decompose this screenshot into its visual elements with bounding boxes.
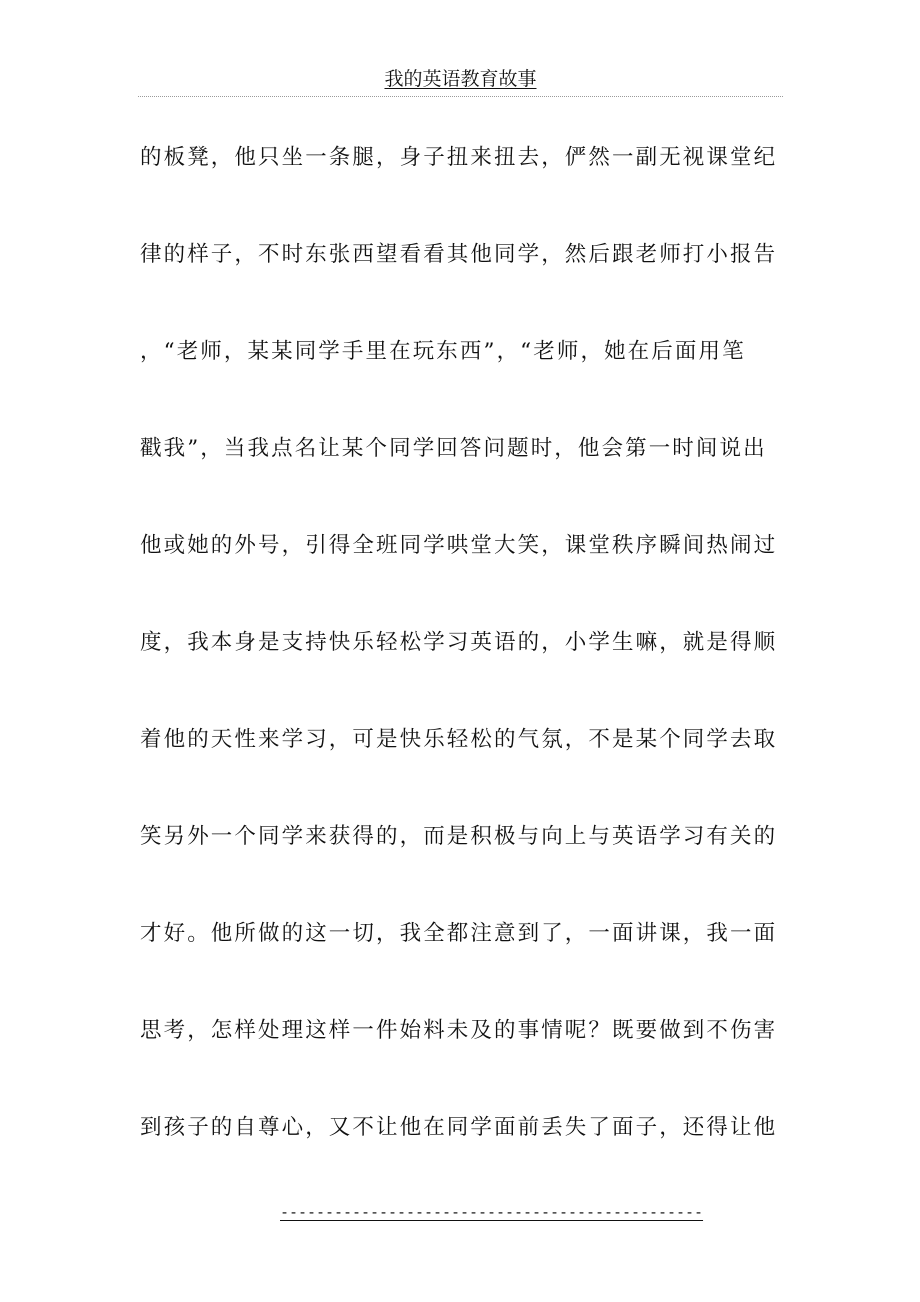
text-line: 思考，怎样处理这样一件始料未及的事情呢？既要做到不伤害 (140, 1018, 778, 1043)
header-title: 我的英语教育故事 (384, 68, 537, 90)
text-line: 戳我”，当我点名让某个同学回答问题时，他会第一时间说出 (140, 436, 767, 461)
text-line: 的板凳，他只坐一条腿，身子扭来扭去，俨然一副无视课堂纪 (140, 145, 778, 170)
text-line: 度，我本身是支持快乐轻松学习英语的，小学生嘛，就是得顺 (140, 630, 778, 655)
body-text (140, 130, 778, 1197)
text-line: 到孩子的自尊心，又不让他在同学面前丢失了面子，还得让他 (140, 1115, 778, 1140)
text-line: 笑另外一个同学来获得的，而是积极与向上与英语学习有关的 (140, 824, 778, 849)
text-line: ，“老师，某某同学手里在玩东西”，“老师，她在后面用笔 (140, 339, 746, 364)
text-line: 律的样子，不时东张西望看看其他同学，然后跟老师打小报告 (140, 242, 778, 267)
text-line: 着他的天性来学习，可是快乐轻松的气氛，不是某个同学去取 (140, 727, 778, 752)
text-line: 才好。他所做的这一切，我全都注意到了，一面讲课，我一面 (140, 921, 778, 946)
footer-dashed-rule: ----------------------------------------------- (280, 1203, 704, 1221)
text-line: 他或她的外号，引得全班同学哄堂大笑，课堂秩序瞬间热闹过 (140, 533, 778, 558)
page-header (138, 64, 783, 97)
